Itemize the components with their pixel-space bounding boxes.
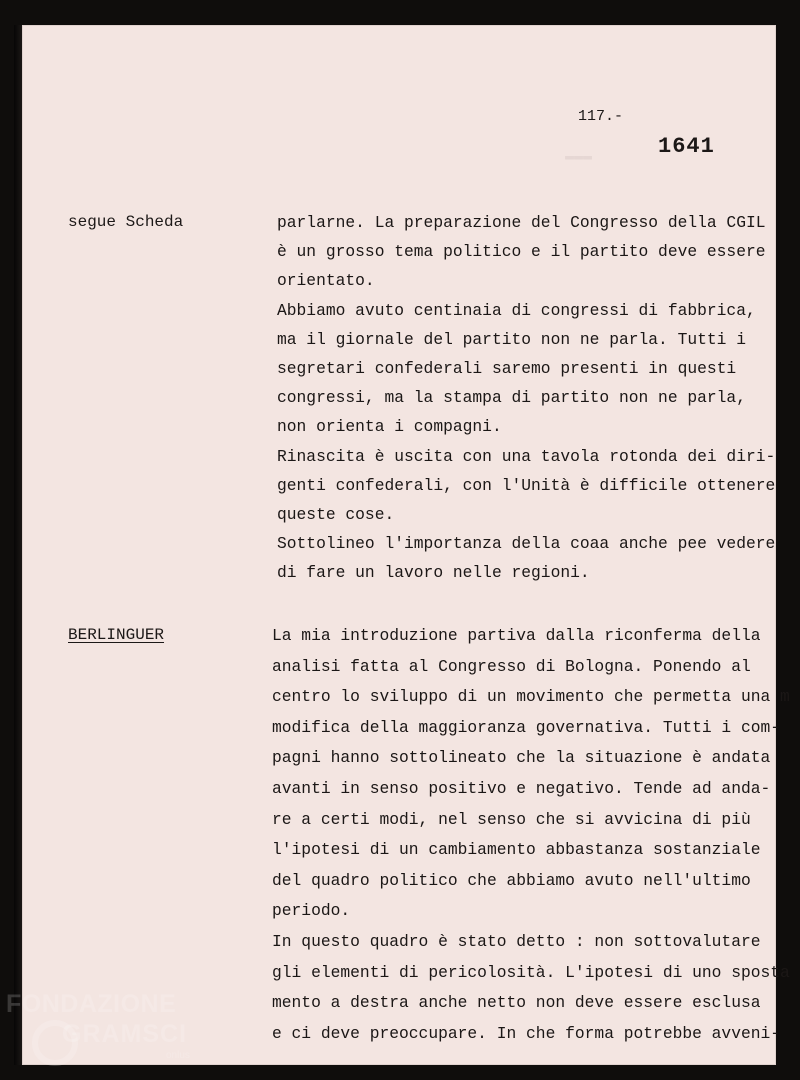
text-line: Rinascita è uscita con una tavola rotonda dei diri- xyxy=(277,446,776,466)
text-line: centro lo sviluppo di un movimento che permetta una m xyxy=(272,687,790,707)
text-line: analisi fatta al Congresso di Bologna. Ponendo al xyxy=(272,656,751,676)
text-line: congressi, ma la stampa di partito non ne parla, xyxy=(277,388,746,408)
text-line: periodo. xyxy=(272,901,351,921)
watermark-line1: FONDAZIONE xyxy=(6,990,177,1018)
document-number: 1641 xyxy=(658,134,715,159)
speaker-label: BERLINGUER xyxy=(68,626,165,644)
fondazione-gramsci-watermark xyxy=(6,990,206,1070)
text-line: parlarne. La preparazione del Congresso della CGIL xyxy=(277,213,766,232)
speaker-label: segue Scheda xyxy=(68,213,184,231)
text-line: e ci deve preoccupare. In che forma potrebbe avveni- xyxy=(272,1023,781,1043)
text-line: del quadro politico che abbiamo avuto nell'ultimo xyxy=(272,870,751,890)
bleed-through: ▬▬▬ xyxy=(565,148,593,165)
transcript-block xyxy=(272,621,790,1049)
text-line: modifica della maggioranza governativa. Tutti i com- xyxy=(272,717,781,737)
text-line: di fare un lavoro nelle regioni. xyxy=(277,563,590,583)
text-line: queste cose. xyxy=(277,504,395,524)
text-line: In questo quadro è stato detto : non sottovalutare xyxy=(272,931,761,951)
text-line: orientato. xyxy=(277,271,375,291)
page-edge-shadow xyxy=(14,25,22,1065)
text-line: Sottolineo l'importanza della coaa anche pee vedere xyxy=(277,534,776,554)
watermark-line2: GRAMSCI xyxy=(62,1020,188,1048)
transcript-block xyxy=(277,208,775,587)
page-reference: 117.- xyxy=(578,108,624,125)
text-line: re a certi modi, nel senso che si avvicina di più xyxy=(272,809,751,829)
text-line: Abbiamo avuto centinaia di congressi di fabbrica, xyxy=(277,300,756,320)
text-line: avanti in senso positivo e negativo. Tende ad anda- xyxy=(272,778,771,798)
watermark-onlus: onlus xyxy=(166,1050,190,1061)
text-line: non orienta i compagni. xyxy=(277,417,502,437)
text-line: genti confederali, con l'Unità è difficile ottenere xyxy=(277,475,776,495)
text-line: segretari confederali saremo presenti in questi xyxy=(277,358,737,378)
text-line: l'ipotesi di un cambiamento abbastanza sostanziale xyxy=(272,840,761,860)
text-line: è un grosso tema politico e il partito deve essere xyxy=(277,242,766,262)
text-line: La mia introduzione partiva dalla riconferma della xyxy=(272,626,761,645)
text-line: mento a destra anche netto non deve essere esclusa xyxy=(272,993,761,1013)
text-line: ma il giornale del partito non ne parla. Tutti i xyxy=(277,329,746,349)
text-line: pagni hanno sottolineato che la situazione è andata xyxy=(272,748,771,768)
text-line: gli elementi di pericolosità. L'ipotesi di uno sposta xyxy=(272,962,790,982)
